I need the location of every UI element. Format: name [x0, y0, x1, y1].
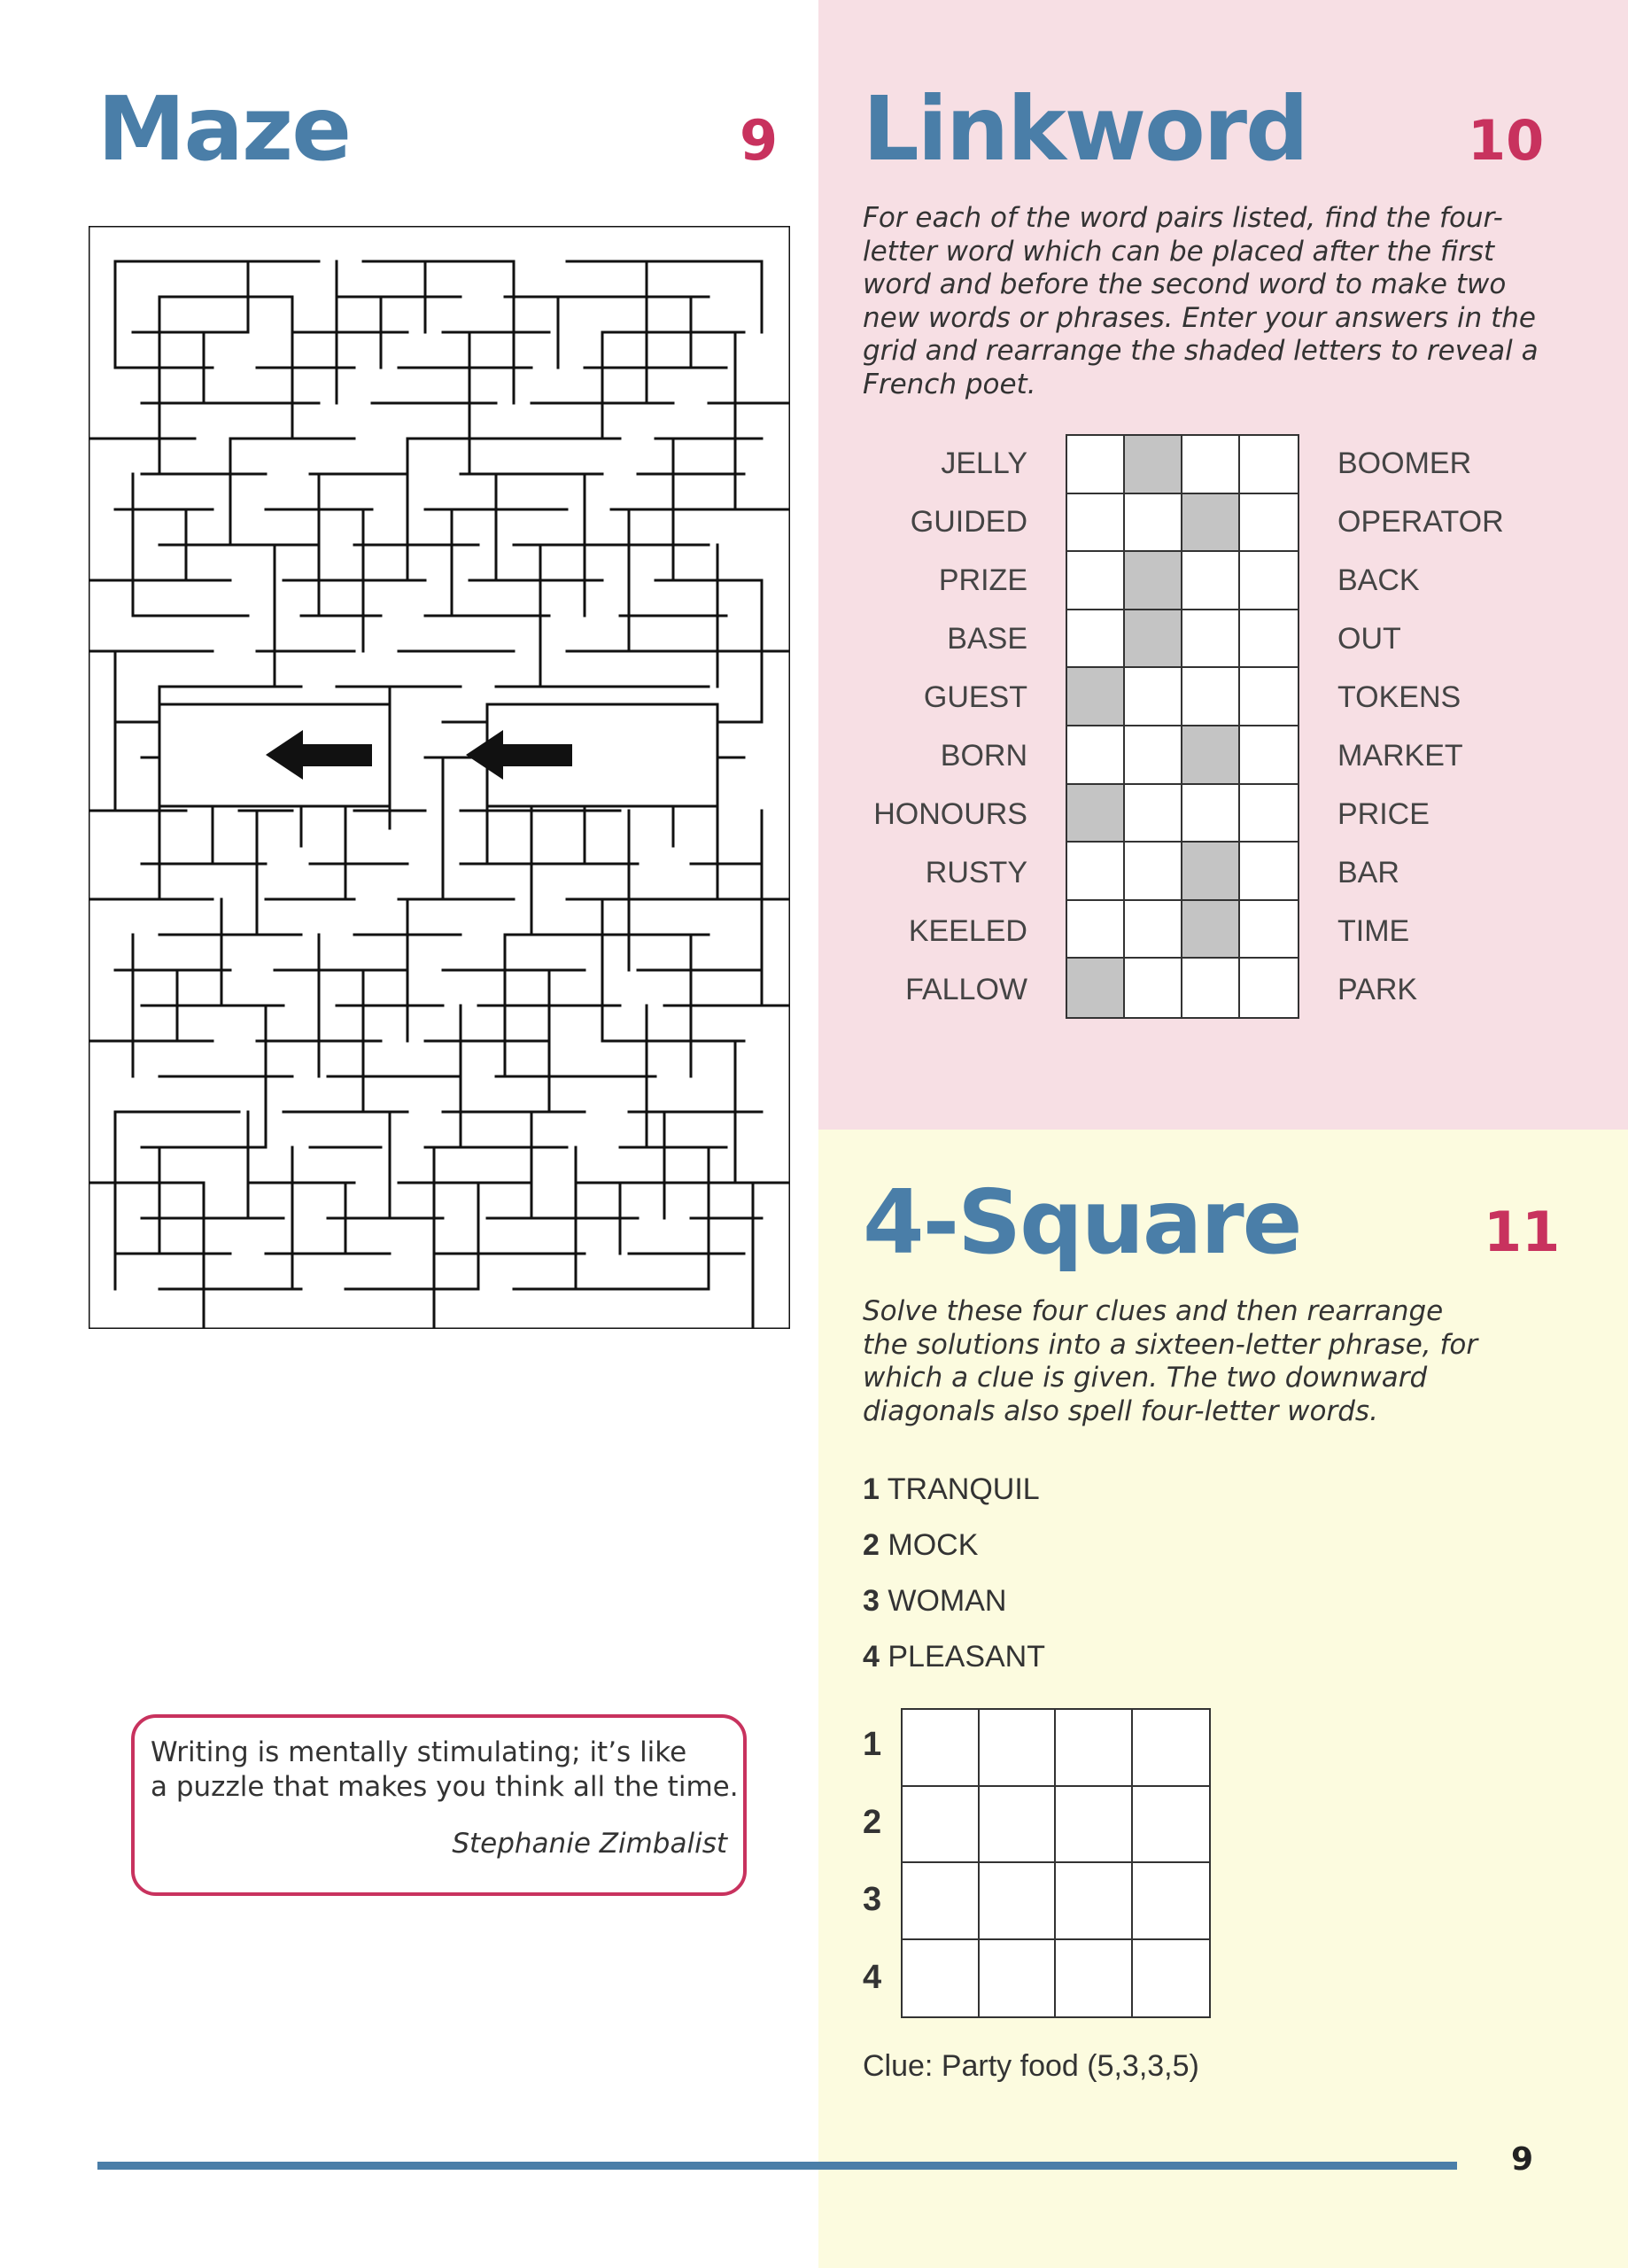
four-square-cell[interactable] — [1056, 1787, 1133, 1864]
four-square-cell[interactable] — [1133, 1710, 1210, 1787]
linkword-shaded-cell[interactable] — [1182, 843, 1240, 901]
four-square-row-number: 2 — [863, 1803, 882, 1841]
four-square-clue-number: 3 — [863, 1584, 880, 1618]
linkword-cell[interactable] — [1240, 901, 1298, 959]
linkword-cell[interactable] — [1240, 959, 1298, 1017]
linkword-shaded-cell[interactable] — [1067, 668, 1125, 726]
four-square-clue-number: 2 — [863, 1528, 880, 1562]
four-square-clue — [863, 1584, 1006, 1619]
linkword-shaded-cell[interactable] — [1067, 959, 1125, 1017]
four-square-clue-text: TRANQUIL — [887, 1472, 1040, 1506]
linkword-second-word: TOKENS — [1337, 680, 1461, 714]
four-square-cell[interactable] — [1056, 1710, 1133, 1787]
linkword-first-word: RUSTY — [925, 856, 1027, 889]
linkword-answer-grid[interactable] — [1066, 434, 1299, 1019]
four-square-cell[interactable] — [1056, 1863, 1133, 1940]
linkword-shaded-cell[interactable] — [1182, 726, 1240, 785]
linkword-second-word: PARK — [1337, 973, 1418, 1006]
four-square-clue-text: MOCK — [888, 1528, 979, 1562]
linkword-cell[interactable] — [1240, 436, 1298, 494]
linkword-second-word: BOOMER — [1337, 447, 1472, 480]
four-square-cell[interactable] — [1133, 1863, 1210, 1940]
linkword-cell[interactable] — [1240, 668, 1298, 726]
linkword-shaded-cell[interactable] — [1067, 785, 1125, 843]
four-square-cell[interactable] — [903, 1710, 980, 1787]
linkword-first-word: FALLOW — [905, 973, 1027, 1006]
linkword-shaded-cell[interactable] — [1125, 552, 1182, 610]
linkword-first-word: GUEST — [923, 680, 1027, 714]
linkword-shaded-cell[interactable] — [1182, 494, 1240, 553]
linkword-cell[interactable] — [1182, 436, 1240, 494]
linkword-shaded-cell[interactable] — [1125, 610, 1182, 669]
linkword-cell[interactable] — [1182, 668, 1240, 726]
four-square-title: 4-Square — [863, 1170, 1301, 1274]
footer-rule — [97, 2162, 1457, 2170]
linkword-second-word: MARKET — [1337, 739, 1463, 773]
linkword-puzzle-number: 10 — [1468, 108, 1545, 173]
linkword-cell[interactable] — [1125, 726, 1182, 785]
quote-box — [131, 1714, 747, 1896]
linkword-first-word: PRIZE — [938, 563, 1027, 597]
four-square-clue-number: 4 — [863, 1640, 880, 1674]
four-square-clue-number: 1 — [863, 1472, 880, 1506]
four-square-cell[interactable] — [903, 1940, 980, 2017]
four-square-puzzle-number: 11 — [1484, 1200, 1561, 1264]
four-square-cell[interactable] — [903, 1863, 980, 1940]
linkword-cell[interactable] — [1240, 785, 1298, 843]
four-square-row-number: 1 — [863, 1726, 882, 1763]
four-square-cell[interactable] — [903, 1787, 980, 1864]
linkword-cell[interactable] — [1125, 959, 1182, 1017]
linkword-cell[interactable] — [1067, 843, 1125, 901]
page-number: 9 — [1511, 2141, 1534, 2178]
four-square-final-clue: Clue: Party food (5,3,3,5) — [863, 2049, 1199, 2083]
four-square-cell[interactable] — [980, 1940, 1057, 2017]
quote-author: Stephanie Zimbalist — [452, 1828, 727, 1860]
linkword-cell[interactable] — [1125, 785, 1182, 843]
linkword-second-word: PRICE — [1337, 797, 1430, 831]
linkword-cell[interactable] — [1067, 436, 1125, 494]
four-square-clue-text: WOMAN — [888, 1584, 1007, 1618]
linkword-cell[interactable] — [1067, 610, 1125, 669]
linkword-cell[interactable] — [1182, 959, 1240, 1017]
linkword-cell[interactable] — [1067, 901, 1125, 959]
four-square-row-number: 3 — [863, 1881, 882, 1918]
linkword-cell[interactable] — [1240, 726, 1298, 785]
four-square-clue — [863, 1472, 1040, 1507]
linkword-title: Linkword — [863, 77, 1307, 181]
linkword-second-word: OUT — [1337, 622, 1401, 656]
linkword-first-word: GUIDED — [910, 505, 1027, 539]
four-square-cell[interactable] — [1133, 1940, 1210, 2017]
linkword-cell[interactable] — [1125, 843, 1182, 901]
linkword-cell[interactable] — [1182, 552, 1240, 610]
linkword-cell[interactable] — [1125, 668, 1182, 726]
linkword-shaded-cell[interactable] — [1182, 901, 1240, 959]
maze-puzzle-number: 9 — [740, 108, 779, 173]
linkword-instructions: For each of the word pairs listed, find the four-letter word which can be placed after the first word and before the second word to make two new words or phrases. Enter your answers in the grid and rearrange the shaded letters to reveal a French poet. — [863, 202, 1539, 400]
linkword-shaded-cell[interactable] — [1125, 436, 1182, 494]
four-square-clue-text: PLEASANT — [888, 1640, 1045, 1674]
linkword-cell[interactable] — [1182, 610, 1240, 669]
linkword-second-word: BACK — [1337, 563, 1420, 597]
linkword-cell[interactable] — [1067, 552, 1125, 610]
four-square-instructions: Solve these four clues and then rearrange the solutions into a sixteen-letter phrase, for which a clue is given. The two downward diagonals also spell four-letter words. — [863, 1295, 1478, 1427]
linkword-cell[interactable] — [1240, 843, 1298, 901]
maze-title: Maze — [97, 77, 351, 181]
four-square-cell[interactable] — [980, 1863, 1057, 1940]
linkword-cell[interactable] — [1125, 494, 1182, 553]
linkword-first-word: BORN — [940, 739, 1027, 773]
four-square-cell[interactable] — [1133, 1787, 1210, 1864]
quote-line-1: Writing is mentally stimulating; it’s like — [151, 1736, 687, 1768]
linkword-second-word: TIME — [1337, 914, 1410, 948]
four-square-clue — [863, 1528, 978, 1563]
four-square-cell[interactable] — [1056, 1940, 1133, 2017]
four-square-clue — [863, 1640, 1045, 1674]
linkword-cell[interactable] — [1240, 552, 1298, 610]
four-square-answer-grid[interactable] — [901, 1708, 1211, 2018]
linkword-cell[interactable] — [1067, 494, 1125, 553]
linkword-cell[interactable] — [1240, 494, 1298, 553]
linkword-cell[interactable] — [1067, 726, 1125, 785]
quote-line-2: a puzzle that makes you think all the time. — [151, 1771, 739, 1803]
four-square-row-number: 4 — [863, 1958, 882, 1996]
linkword-cell[interactable] — [1240, 610, 1298, 669]
linkword-cell[interactable] — [1125, 901, 1182, 959]
linkword-first-word: KEELED — [908, 914, 1027, 948]
linkword-second-word: OPERATOR — [1337, 505, 1504, 539]
linkword-first-word: JELLY — [941, 447, 1027, 480]
linkword-first-word: BASE — [947, 622, 1027, 656]
four-square-cell[interactable] — [980, 1710, 1057, 1787]
linkword-second-word: BAR — [1337, 856, 1399, 889]
maze-grid[interactable] — [89, 226, 790, 1329]
four-square-cell[interactable] — [980, 1787, 1057, 1864]
linkword-first-word: HONOURS — [873, 797, 1027, 831]
linkword-cell[interactable] — [1182, 785, 1240, 843]
